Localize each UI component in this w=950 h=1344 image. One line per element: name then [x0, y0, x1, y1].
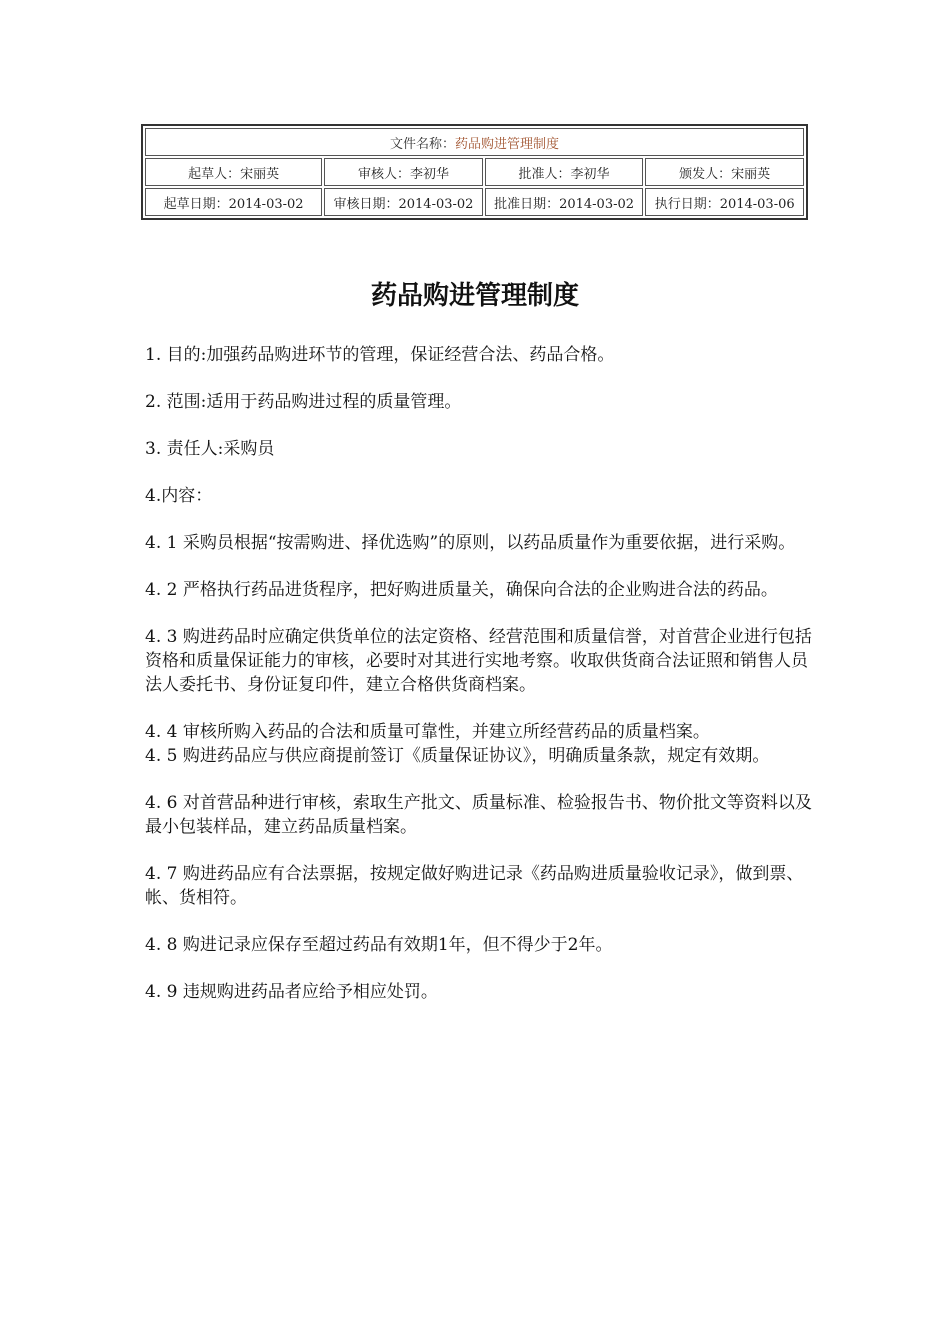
paragraph-4-5: 4. 5 购进药品应与供应商提前签订《质量保证协议》，明确质量条款，规定有效期。 [145, 746, 770, 766]
review-date-cell: 审核日期：2014-03-02 [324, 188, 483, 216]
draft-date-cell: 起草日期：2014-03-02 [145, 188, 322, 216]
paragraph-purpose: 1. 目的:加强药品购进环节的管理，保证经营合法、药品合格。 [145, 345, 615, 365]
paragraph-4-7: 4. 7 购进药品应有合法票据，按规定做好购进记录《药品购进质量验收记录》，做到票、帐、货相符。 [145, 864, 804, 908]
file-name-value: 药品购进管理制度 [455, 136, 560, 152]
paragraph-4-6: 4. 6 对首营品种进行审核，索取生产批文、质量标准、检验报告书、物价批文等资料以及最小包装样品，建立药品质量档案。 [145, 793, 812, 837]
file-name-cell [145, 128, 804, 156]
paragraph-4-8: 4. 8 购进记录应保存至超过药品有效期1年，但不得少于2年。 [145, 935, 613, 955]
paragraph-scope: 2. 范围:适用于药品购进过程的质量管理。 [145, 392, 462, 412]
reviewer-cell: 审核人：李初华 [324, 158, 483, 186]
issuer-cell: 颁发人：宋丽英 [645, 158, 804, 186]
paragraph-responsible: 3. 责任人:采购员 [145, 439, 275, 459]
file-name-row [145, 128, 804, 156]
dates-row [145, 188, 804, 216]
paragraph-4-3: 4. 3 购进药品时应确定供货单位的法定资格、经营范围和质量信誉，对首营企业进行包括资格和质量保证能力的审核，必要时对其进行实地考察。收取供货商合法证照和销售人员法人委托书、身份证复印件，建立合格供货商档案。 [145, 627, 812, 695]
approve-date-cell: 批准日期：2014-03-02 [485, 188, 644, 216]
exec-date-cell: 执行日期：2014-03-06 [645, 188, 804, 216]
paragraph-4-1: 4. 1 采购员根据“按需购进、择优选购”的原则，以药品质量作为重要依据，进行采购。 [145, 533, 796, 553]
paragraph-4-4: 4. 4 审核所购入药品的合法和质量可靠性，并建立所经营药品的质量档案。 [145, 722, 710, 742]
paragraph-4-2: 4. 2 严格执行药品进货程序，把好购进质量关，确保向合法的企业购进合法的药品。 [145, 580, 778, 600]
paragraph-content-heading: 4.内容： [145, 486, 213, 506]
document-body [145, 343, 815, 1027]
paragraph-4-9: 4. 9 违规购进药品者应给予相应处罚。 [145, 982, 438, 1002]
personnel-row [145, 158, 804, 186]
approver-cell: 批准人：李初华 [485, 158, 644, 186]
drafter-cell: 起草人：宋丽英 [145, 158, 322, 186]
file-name-label: 文件名称： [389, 136, 455, 152]
document-title: 药品购进管理制度 [370, 281, 579, 311]
document-control-table [141, 124, 808, 220]
